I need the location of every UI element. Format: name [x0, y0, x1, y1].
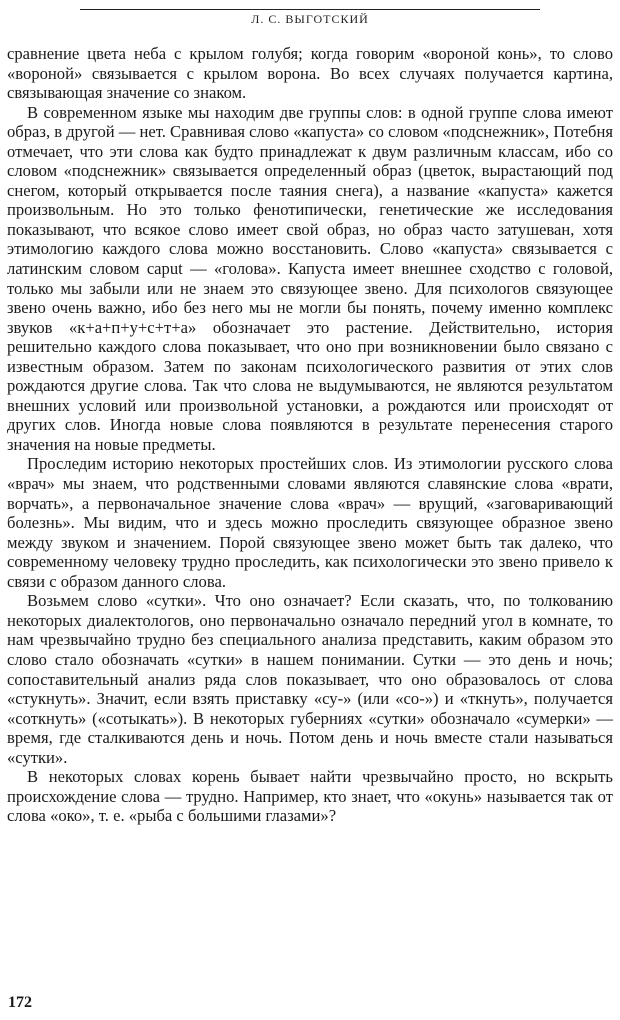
paragraph-continued: сравнение цвета неба с крылом голубя; когда говорим «вороной конь», то слово «вороной» связывается с крылом ворона. Во всех случаях получается картина, связывающая значение со знаком. [7, 44, 613, 103]
body-text [7, 44, 613, 826]
page-number: 172 [8, 994, 32, 1011]
header-rule [80, 9, 540, 10]
running-head: Л. С. ВЫГОТСКИЙ [251, 12, 369, 26]
paragraph: Проследим историю некоторых простейших слов. Из этимологии русского слова «врач» мы знаем, что родственными словами являются славянские слова «врати, ворчать», а первоначальное значение слова «врач» — врущий, «заговаривающий болезнь». Мы видим, что и здесь можно проследить связующее образное звено между звуком и значением. Порой связующее звено может быть так далеко, что современному человеку трудно проследить, как психологически это звено привело к связи с образом данного слова. [7, 454, 613, 591]
paragraph: В некоторых словах корень бывает найти чрезвычайно просто, но вскрыть происхождение слова — трудно. Например, кто знает, что «окунь» называется так от слова «око», т. е. «рыба с большими глазами»? [7, 767, 613, 826]
paragraph: В современном языке мы находим две группы слов: в одной группе слова имеют образ, в другой — нет. Сравнивая слово «капуста» со словом «подснежник», Потебня отмечает, что эти слова как будто принадлежат к двум различным классам, ибо со словом «подснежник» связывается определенный образ (цветок, вырастающий под снегом, который открывается после таяния снега), а название «капуста» кажется произвольным. Но это только фенотипически, генетические же исследования показывают, что всякое слово имеет свой образ, но образ часто затушеван, хотя этимологию каждого слова можно восстановить. Слово «капуста» связывается с латинским словом caput — «голова». Капуста имеет внешнее сходство с головой, только мы забыли или не знаем это связующее звено. Для психологов связующее звено очень важно, ибо без него мы не могли бы понять, почему именно комплекс звуков «к+а+п+у+с+т+а» обозначает это растение. Действительно, история решительно каждого слова показывает, что оно при возникновении было связано с известным образом. Затем по законам психологического развития от этих слов рождаются другие слова. Так что слова не выдумываются, не являются результатом внешних условий или произвольной установки, а рождаются или происходят от других слов. Иногда новые слова появляются в результате перенесения старого значения на новые предметы. [7, 102, 613, 454]
paragraph: Возьмем слово «сутки». Что оно означает? Если сказать, что, по толкованию некоторых диалектологов, оно первоначально означало передний угол в комнате, то нам чрезвычайно трудно без специального анализа представить, каким образом это слово стало обозначать «сутки» в нашем понимании. Сутки — это день и ночь; сопоставительный анализ ряда слов показывает, что оно образовалось от слова «стукнуть». Значит, если взять приставку «су-» (или «со-») и «ткнуть», получается «соткнуть» («сотыкать»). В некоторых губерниях «сутки» обозначало «сумерки» — время, где сталкиваются день и ночь. Потом день и ночь вместе стали называться «сутки». [7, 591, 613, 767]
